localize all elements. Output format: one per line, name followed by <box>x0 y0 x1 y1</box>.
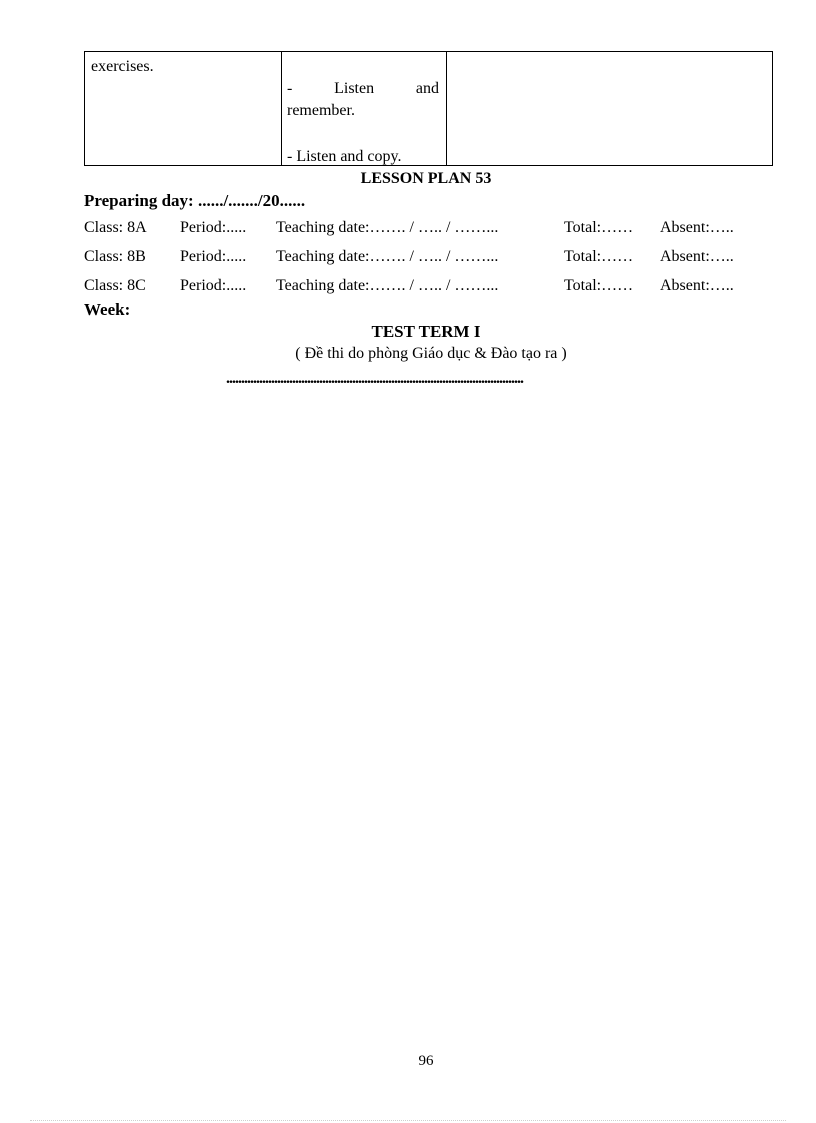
cell-text-exercises: exercises. <box>91 58 154 75</box>
table-cell-notes <box>447 52 772 165</box>
cell-text-listen-remember <box>287 78 439 122</box>
word-listen: Listen <box>334 80 375 97</box>
page-bottom-rule <box>30 1120 786 1121</box>
table-cell-activity <box>85 52 282 165</box>
week-label: Week: <box>84 300 131 319</box>
period-field: Period:..... <box>180 219 247 236</box>
absent-field: Absent:….. <box>660 277 734 294</box>
class-label: Class: 8A <box>84 219 147 236</box>
preparing-day: Preparing day: ....../......./20...... <box>84 191 306 210</box>
test-title: TEST TERM I <box>371 322 481 341</box>
absent-field: Absent:….. <box>660 219 734 236</box>
table-cell-student-activity <box>282 52 447 165</box>
teaching-date-field: Teaching date:……. / ….. / ……... <box>276 277 499 294</box>
total-field: Total:…… <box>564 219 634 236</box>
class-label: Class: 8B <box>84 248 146 265</box>
cell-text-listen-copy: - Listen and copy. <box>287 148 402 165</box>
total-field: Total:…… <box>564 248 634 265</box>
period-field: Period:..... <box>180 248 247 265</box>
word-and: and <box>415 80 439 97</box>
absent-field: Absent:….. <box>660 248 734 265</box>
page-number: 96 <box>418 1053 434 1069</box>
test-subtitle: ( Đề thi do phòng Giáo dục & Đào tạo ra ) <box>295 345 567 362</box>
separator-dots: ................................................................................................... <box>226 370 523 387</box>
activity-table <box>84 51 773 166</box>
period-field: Period:..... <box>180 277 247 294</box>
word-remember: remember. <box>287 102 355 119</box>
bullet-dash: - <box>287 80 293 97</box>
class-label: Class: 8C <box>84 277 146 294</box>
lesson-plan-title: LESSON PLAN 53 <box>360 170 492 187</box>
teaching-date-field: Teaching date:……. / ….. / ……... <box>276 219 499 236</box>
teaching-date-field: Teaching date:……. / ….. / ……... <box>276 248 499 265</box>
total-field: Total:…… <box>564 277 634 294</box>
